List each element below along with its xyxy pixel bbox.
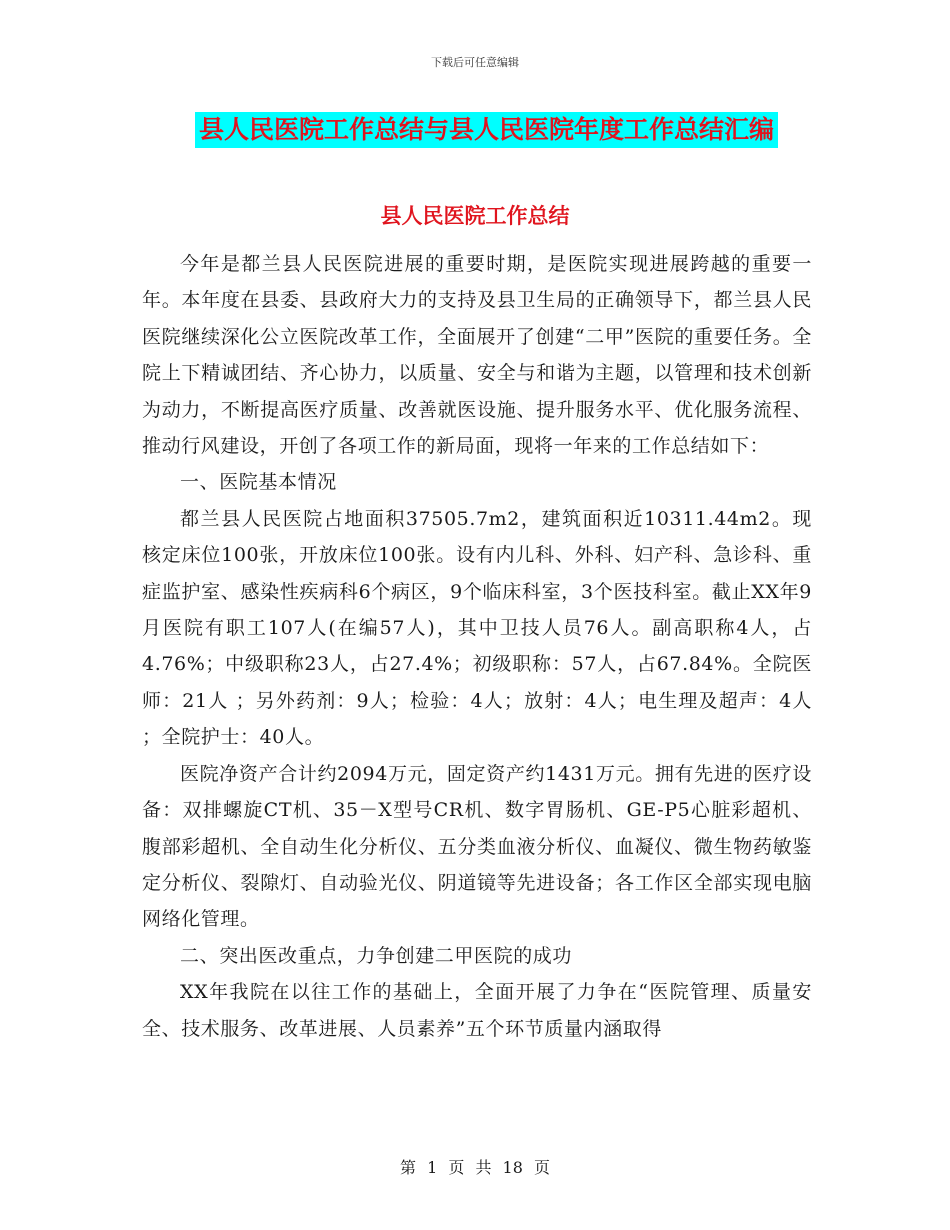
paragraph: 今年是都兰县人民医院进展的重要时期，是医院实现进展跨越的重要一年。本年度在县委、县政府大力的支持及县卫生局的正确领导下，都兰县人民医院继续深化公立医院改革工作，全面展开了创建“二甲”医院的重要任务。全院上下精诚团结、齐心协力，以质量、安全与和谐为主题，以管理和技术创新为动力，不断提高医疗质量、改善就医设施、提升服务水平、优化服务流程、推动行风建设，开创了各项工作的新局面，现将一年来的工作总结如下：: [142, 253, 812, 458]
body-text: [142, 246, 812, 1047]
paragraph: 都兰县人民医院占地面积37505.7m2，建筑面积近10311.44m2。现核定床位100张，开放床位100张。设有内儿科、外科、妇产科、急诊科、重症监护室、感染性疾病科6个病区，9个临床科室，3个医技科室。截止XX年9月医院有职工107人(在编57人)，其中卫技人员76人。副高职称4人，占4.76%；中级职称23人，占27.4%；初级职称：57人，占67.84%。全院医师：21人 ；另外药剂：9人；检验：4人；放射：4人；电生理及超声：4人 ；全院护士：40人。: [142, 507, 812, 749]
header-note: 下载后可任意编辑: [431, 56, 519, 69]
document-title: 县人民医院工作总结与县人民医院年度工作总结汇编: [195, 112, 778, 148]
paragraph: 医院净资产合计约2094万元，固定资产约1431万元。拥有先进的医疗设备：双排螺旋CT机、35－X型号CR机、数字胃肠机、GE-P5心脏彩超机、腹部彩超机、全自动生化分析仪、五分类血液分析仪、血凝仪、微生物药敏鉴定分析仪、裂隙灯、自动验光仪、阴道镜等先进设备；各工作区全部实现电脑网络化管理。: [142, 762, 812, 931]
paragraph: 二、突出医改重点，力争创建二甲医院的成功: [180, 944, 573, 967]
paragraph: XX年我院在以往工作的基础上，全面开展了力争在“医院管理、质量安全、技术服务、改革进展、人员素养”五个环节质量内涵取得: [142, 981, 812, 1040]
page-footer: 第 1 页 共 18 页: [400, 1158, 550, 1177]
section-title: 县人民医院工作总结: [380, 203, 570, 228]
paragraph: 一、医院基本情况: [180, 471, 337, 494]
